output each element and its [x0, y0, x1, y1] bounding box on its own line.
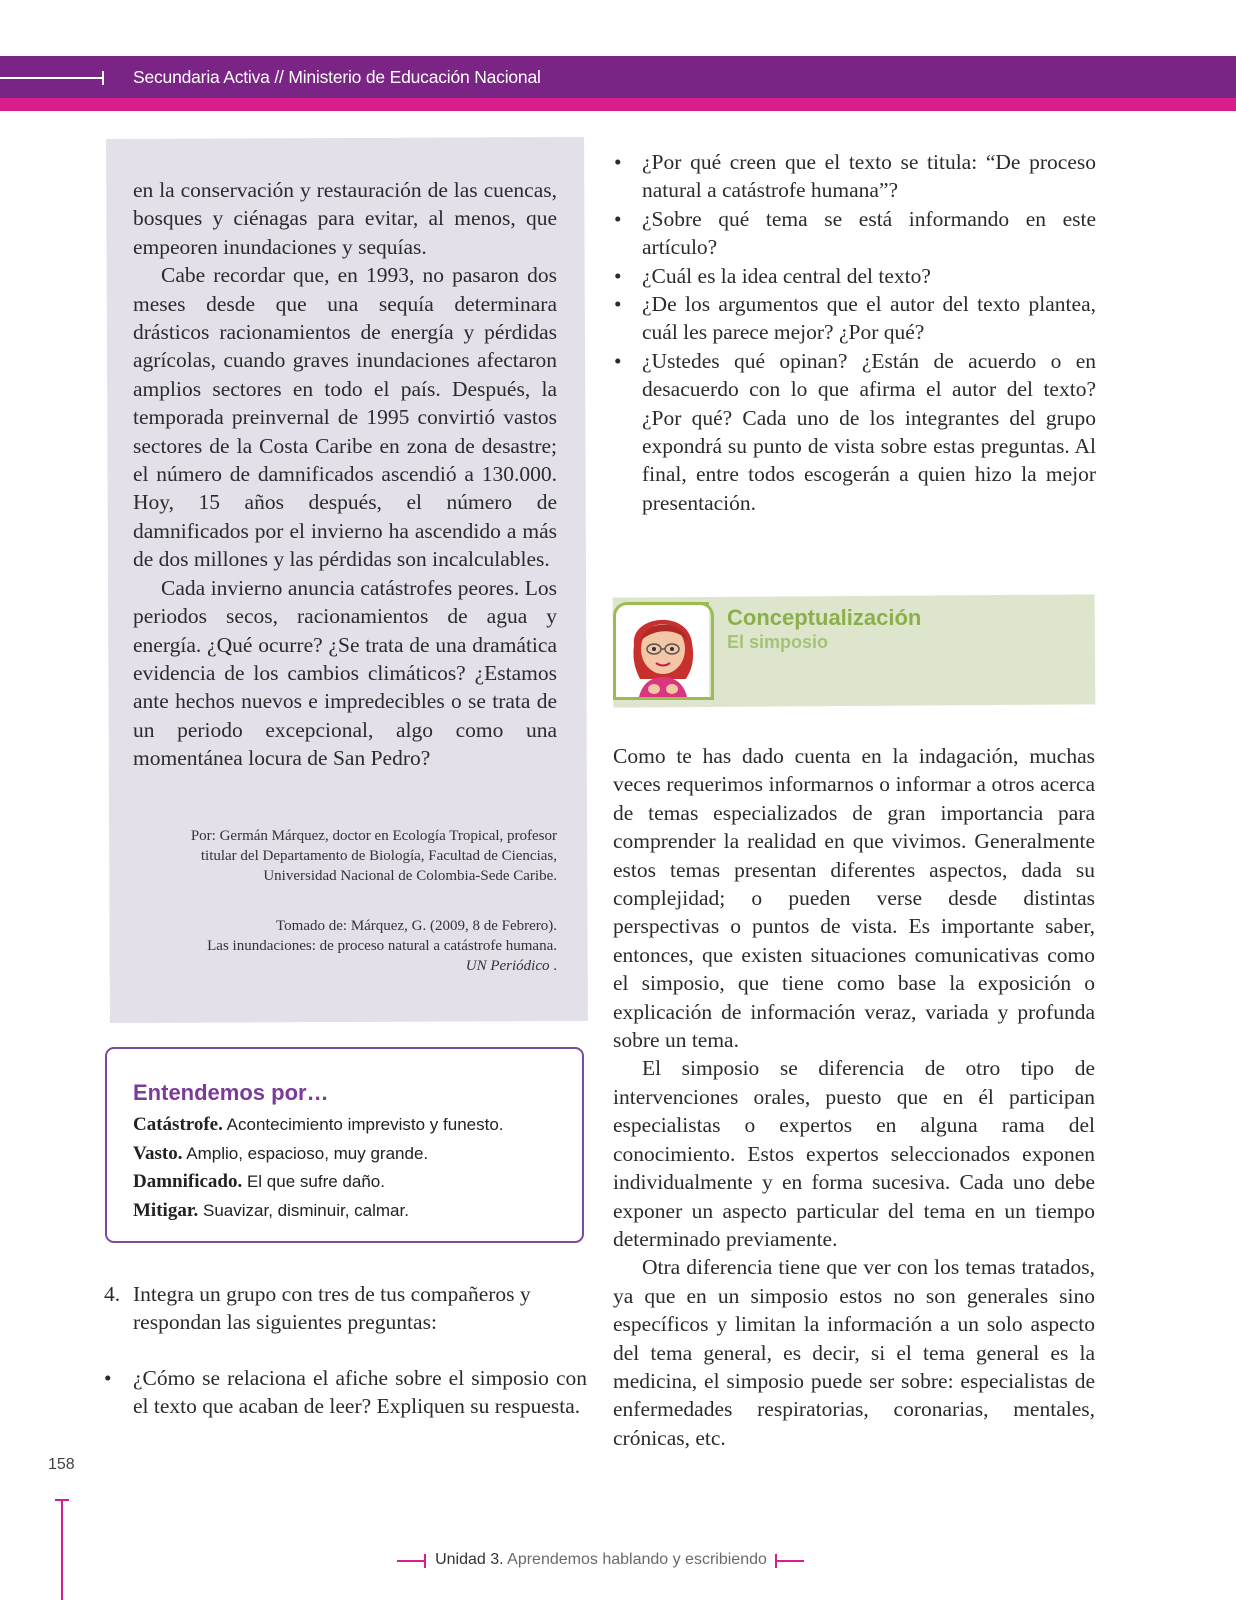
source-publication: UN Periódico: [465, 958, 550, 974]
footer-rule-right-tick: [775, 1554, 777, 1568]
footer-unit: [429, 1551, 773, 1569]
glossary-definition: Suavizar, disminuir, calmar.: [198, 1201, 409, 1220]
bullet-icon: •: [614, 348, 622, 373]
bullet-icon: •: [614, 263, 622, 288]
author-credit-line: Por: Germán Márquez, doctor en Ecología Tropical, profesor: [190, 828, 557, 844]
glossary-definition: Acontecimiento imprevisto y funesto.: [222, 1115, 504, 1134]
question-item: [612, 290, 1096, 347]
question-text: ¿Ustedes qué opinan? ¿Están de acuerdo o en desacuerdo con lo que afirma el autor del texto? ¿Por qué? Cada uno de los integrantes del grupo expondrá su punto de vista sobre estas preguntas. Al final, entre todos escogerán a quien hizo la mejor presentación.: [642, 348, 1096, 515]
glossary-entry: [133, 1142, 428, 1166]
question-list: [612, 148, 1096, 517]
concept-text: [613, 742, 1095, 1452]
reading-paragraph: Cabe recordar que, en 1993, no pasaron dos meses desde que una sequía determinara drásticos racionamientos de energía y pérdidas agrícolas, cuando graves inundaciones afectaron amplios sectores en todo el país. Después, la temporada preinvernal de 1995 convirtió vastos sectores de la Costa Caribe en zona de desastre; el número de damnificados ascendió a 130.000. Hoy, 15 años después, el número de damnificados por el invierno ha ascendido a más de dos millones y las pérdidas son incalculables.: [133, 263, 557, 572]
footer-rule-left-tick: [424, 1554, 426, 1568]
header-rule: [0, 77, 103, 79]
source-credit-line: Las inundaciones: de proceso natural a catástrofe humana.: [207, 938, 557, 954]
bullet-icon: •: [614, 150, 622, 174]
margin-rule: [61, 1500, 63, 1600]
concept-subtitle: El simposio: [727, 632, 829, 652]
question-item: [612, 148, 1096, 205]
footer-rule-right: [776, 1560, 804, 1562]
question-text: ¿Por qué creen que el texto se titula: “De proceso natural a catástrofe humana”?: [642, 150, 1096, 203]
glossary-definition: Amplio, espacioso, muy grande.: [182, 1144, 429, 1163]
header-stripe: [0, 98, 1236, 111]
source-credit-line: Tomado de: Márquez, G. (2009, 8 de Febrero).: [276, 918, 557, 934]
activity-number: 4.: [104, 1282, 121, 1306]
glossary-term: Vasto.: [133, 1143, 183, 1164]
glossary-term: Mitigar.: [133, 1200, 199, 1221]
author-credit: [130, 826, 557, 886]
activity-instruction: Integra un grupo con tres de tus compañeros y respondan las siguientes preguntas:: [133, 1282, 531, 1335]
concept-paragraph: Otra diferencia tiene que ver con los temas tratados, ya que en un simposio estos no son generales sino específicos y limitan la información a un solo aspecto del tema general, es decir, si el tema general es la medicina, el simposio puede ser sobre: especialistas de enfermedades respiratorias, coronarias, mentales, crónicas, etc.: [613, 1255, 1095, 1450]
bullet-icon: •: [614, 292, 622, 317]
concept-paragraph: Como te has dado cuenta en la indagación, muchas veces requerimos informarnos o informar a otros acerca de temas especializados de gran importancia para comprender la realidad en que vivimos. Generalmente estos temas presentan diferentes aspectos, dada su complejidad; o pueden verse desde distintas perspectivas o puntos de vista. Es importante saber, entonces, que existen situaciones comunicativas como el simposio, que tiene como base la exposición o explicación de información veraz, variada y profunda sobre un tema.: [613, 744, 1095, 1053]
header-title: Secundaria Activa // Ministerio de Educación Nacional: [133, 67, 541, 87]
activity-question: ¿Cómo se relaciona el afiche sobre el simposio con el texto que acaban de leer? Expliquen su respuesta.: [133, 1366, 587, 1419]
question-item: [612, 205, 1096, 262]
source-credit: [130, 916, 557, 976]
glossary-term: Damnificado.: [133, 1171, 243, 1192]
question-item: [612, 347, 1096, 517]
reading-text: [133, 176, 557, 773]
margin-rule-tick: [55, 1499, 69, 1501]
footer-unit-title: Aprendemos hablando y escribiendo: [503, 1551, 767, 1568]
concept-frame-corner: [700, 602, 714, 700]
question-text: ¿Sobre qué tema se está informando en este artículo?: [642, 206, 1096, 260]
page-number: 158: [48, 1456, 75, 1473]
reading-paragraph: en la conservación y restauración de las cuencas, bosques y ciénagas para evitar, al menos, que empeoren inundaciones y sequías.: [133, 178, 557, 259]
bullet-icon: •: [614, 206, 622, 231]
glossary-entry: [133, 1199, 409, 1223]
concept-title: Conceptualización: [727, 605, 922, 630]
author-credit-line: titular del Departamento de Biología, Facultad de Ciencias,: [200, 848, 557, 864]
concept-avatar-frame: [613, 602, 709, 700]
question-text: ¿De los argumentos que el autor del texto plantea, cuál les parece mejor? ¿Por qué?: [642, 292, 1096, 345]
question-item: [612, 262, 1096, 290]
question-text: ¿Cuál es la idea central del texto?: [642, 263, 931, 288]
glossary-title: Entendemos por…: [133, 1080, 329, 1105]
glossary-term: Catástrofe.: [133, 1114, 223, 1135]
glossary-definition: El que sufre daño.: [242, 1172, 385, 1191]
source-end: .: [549, 958, 557, 974]
author-credit-line: Universidad Nacional de Colombia-Sede Caribe.: [263, 868, 557, 884]
concept-paragraph: El simposio se diferencia de otro tipo de intervenciones orales, puesto que en él participan especialistas o expertos en alguna rama del conocimiento. Estos expertos seleccionados exponen individualmente y en forma sucesiva. Cada uno debe exponer un aspecto particular del tema en un tiempo determinado previamente.: [613, 1056, 1095, 1251]
source-credit-line: [130, 956, 557, 976]
header-rule-tick: [102, 71, 104, 85]
reading-paragraph: Cada invierno anuncia catástrofes peores. Los periodos secos, racionamientos de agua y energía. ¿Qué ocurre? ¿Se trata de una dramática evidencia de los cambios climáticos? ¿Estamos ante hechos nuevos e impredecibles o se trata de un periodo excepcional, algo como una momentánea locura de San Pedro?: [133, 575, 557, 771]
bullet-icon: •: [104, 1366, 112, 1390]
teacher-avatar-icon: [616, 605, 709, 700]
glossary-entry: [133, 1170, 385, 1194]
footer-rule-left: [397, 1560, 425, 1562]
footer-unit-label: Unidad 3.: [435, 1551, 504, 1568]
glossary-entry: [133, 1113, 504, 1137]
